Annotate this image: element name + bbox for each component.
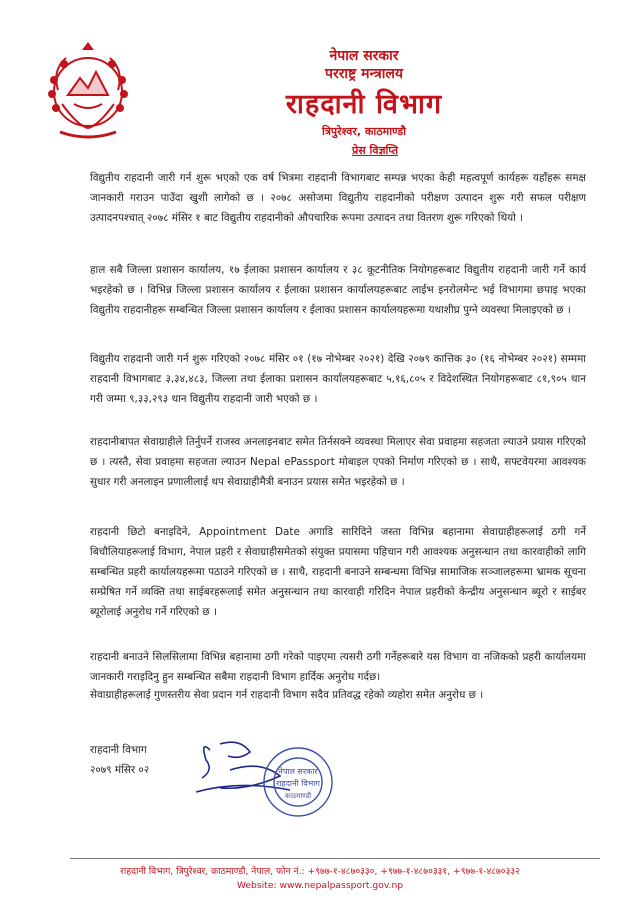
paragraph: विद्युतीय राहदानी जारी गर्न शुरू भएको एक वर्ष भित्रमा राहदानी विभागबाट सम्पन्न भएका केही महत्वपूर्ण कार्यहरू यहाँहरू समक्ष जानकारी गराउन पाउँदा खुशी लागेको छ । २०७८ असोजमा विद्युतीय राहदानीको परीक्षण उत्पादन शुरू गरी सफल परीक्षण उत्पादनपश्चात् २०७८ मंसिर १ बाट विद्युतीय राहदानीको औपचारिक रूपमा उत्पादन तथा वितरण शुरू गरिएको थियो । — [90, 172, 586, 224]
svg-text:नेपाल सरकार: नेपाल सरकार — [278, 767, 318, 776]
svg-text:काठमाण्डौ: काठमाण्डौ — [284, 792, 312, 800]
paragraph: राहदानी छिटो बनाइदिने, Appointment Date अगाडि सारिदिने जस्ता विभिन्न बहानामा सेवाग्राहीहरूलाई ठगी गर्ने बिचौलियाहरूलाई विभाग, नेपाल प्रहरी र सेवाग्राहीसमेतको संयुक्त प्रयासमा पहिचान गरी आवश्यक अनुसन्धान तथा कारवाहीको लागि सम्बन्धित प्रहरी कार्यालयहरूमा पठाउने गरिएको छ । साथै, राहदानी बनाउने सम्बन्धमा विभिन्न सामाजिक सञ्जालहरूमा भ्रामक सूचना सम्प्रेषित गर्ने व्यक्ति तथा साईबरहरूलाई समेत अनुसन्धान तथा कारवाही गरिदिन नेपाल प्रहरीको केन्द्रीय अनुसन्धान ब्यूरो र साईबर ब्यूरोलाई अनुरोध गर्ने गरिएको छ । — [90, 526, 586, 618]
department-location: त्रिपुरेश्वर, काठमाण्डौ — [321, 125, 407, 138]
paragraph: सेवाग्राहीहरूलाई गुणस्तरीय सेवा प्रदान गर्न राहदानी विभाग सदैव प्रतिवद्ध रहेको व्यहोरा समेत अनुरोध छ । — [90, 689, 484, 701]
department-title: राहदानी विभाग — [285, 89, 443, 120]
svg-text:राहदानी विभाग: राहदानी विभाग — [276, 779, 320, 788]
signature-office: राहदानी विभाग — [90, 744, 147, 756]
paragraph: राहदानीबापत सेवाग्राहीले तिर्नुपर्ने राजस्व अनलाइनबाट समेत तिर्नसक्ने व्यवस्था मिलाएर सेवा प्रवाहमा सहजता ल्याउने प्रयास गरिएको छ । त्यस्तै, सेवा प्रवाहमा सहजता ल्याउन Nepal ePassport मोबाइल एपको निर्माण गरिएको छ । साथै, सफ्टवेयरमा आवश्यक सुधार गरी अनलाइन प्रणालीलाई थप सेवाग्राहीमैत्री बनाउन प्रयास समेत भइरहेको छ । — [90, 436, 586, 488]
signature-date: २०७९ मंसिर ०२ — [90, 764, 150, 776]
footer-website[interactable]: Website: www.nepalpassport.gov.np — [236, 880, 404, 891]
signature-and-stamp-icon — [180, 730, 360, 825]
footer-divider — [70, 858, 600, 859]
paragraph: हाल सबै जिल्ला प्रशासन कार्यालय, १७ ईलाका प्रशासन कार्यालय र ३८ कूटनीतिक नियोगहरूबाट विद्युतीय राहदानी जारी गर्ने कार्य भइरहेको छ । विभिन्न जिल्ला प्रशासन कार्यालय र ईलाका प्रशासन कार्यालयहरूबाट लाईभ इनरोलमेन्ट भई विभागमा छपाइ भएका विद्युतीय राहदानीहरू सम्बन्धित जिल्ला प्रशासन कार्यालय र ईलाका प्रशासन कार्यालयहरूमा यथाशीघ्र पुग्ने व्यवस्था मिलाइएको छ । — [90, 264, 586, 316]
ministry-name: परराष्ट्र मन्त्रालय — [325, 66, 403, 82]
paragraph: राहदानी बनाउने सिलसिलामा विभिन्न बहानामा ठगी गरेको पाइएमा त्यसरी ठगी गर्नेहरूबारे यस विभाग वा नजिकको प्रहरी कार्यालयमा जानकारी गराइदिनु हुन सम्बन्धित सबैमा राहदानी विभाग हार्दिक अनुरोध गर्दछ। — [90, 651, 586, 683]
press-release-heading: प्रेस विज्ञप्ति — [351, 144, 399, 157]
footer-address: राहदानी विभाग, त्रिपुरेश्वर, काठमाण्डौ, नेपाल, फोन नं.: +९७७-१-४८७०३३०, +९७७-१-४८७०३३१, +९७७-१-४८७०३३२ — [120, 866, 520, 877]
paragraph: विद्युतीय राहदानी जारी गर्न शुरू गरिएको २०७८ मंसिर ०१ (१७ नोभेम्बर २०२१) देखि २०७९ कात्तिक ३० (१६ नोभेम्बर २०२१) सम्ममा राहदानी विभागबाट ३,३४,४८३, जिल्ला तथा ईलाका प्रशासन कार्यालयहरूबाट ५,१६,८०५ र विदेशस्थित नियोगहरूबाट ८१,९०५ थान गरी जम्मा ९,३३,२९३ थान विद्युतीय राहदानी जारी भएको छ । — [90, 353, 586, 405]
government-name: नेपाल सरकार — [329, 48, 399, 64]
